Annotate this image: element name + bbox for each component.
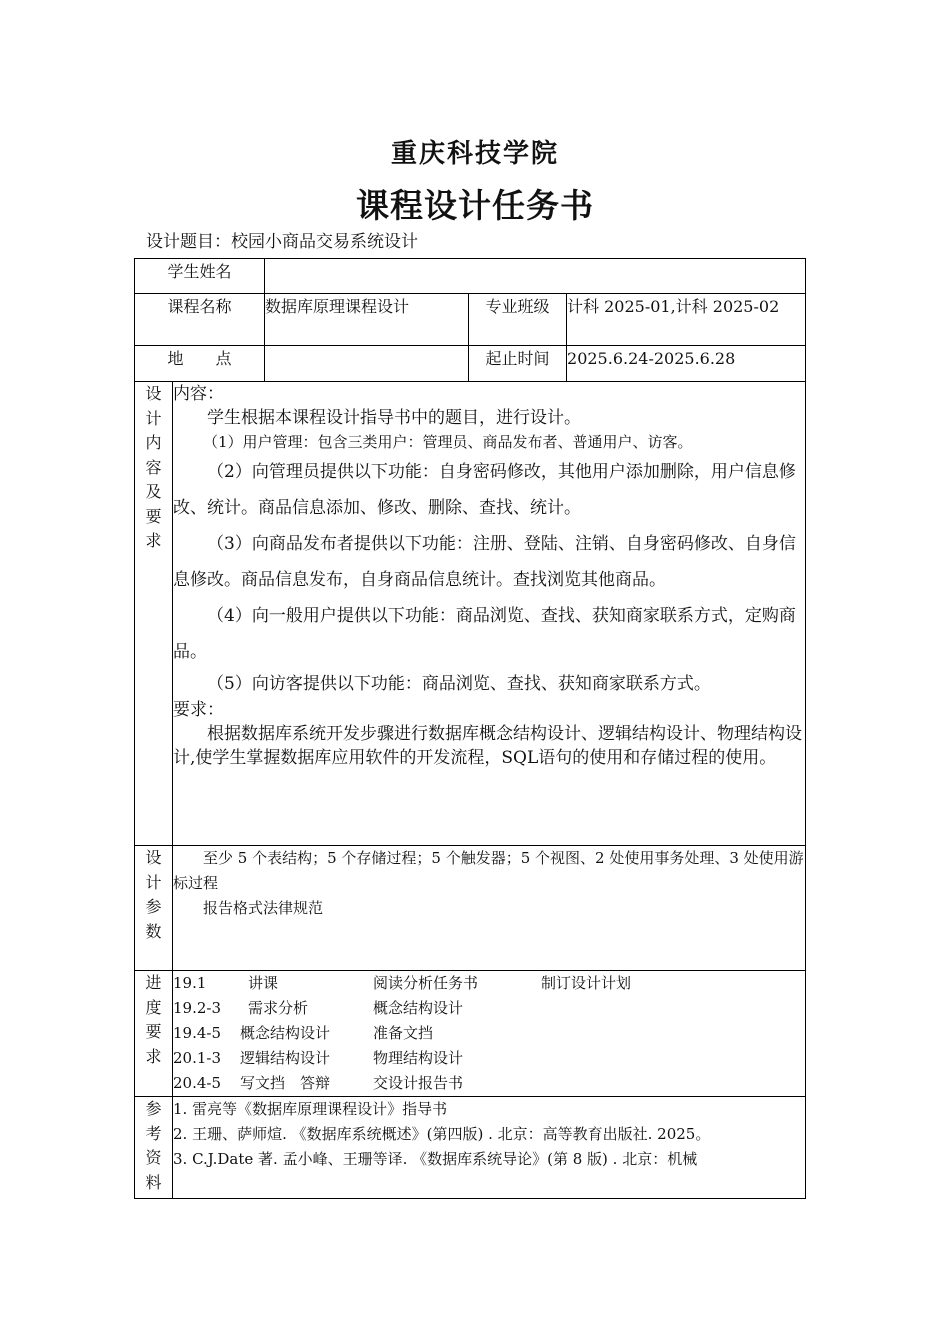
content-heading: 内容： (173, 384, 224, 404)
schedule-row (173, 1021, 805, 1046)
label-char: 求 (145, 531, 162, 550)
reference-item: 2. 王珊、萨师煊. 《数据库系统概述》(第四版) . 北京：高等教育出版社. 2025。 (173, 1125, 711, 1143)
place-value (265, 346, 469, 382)
schedule-body (173, 971, 806, 1097)
content-item-2: （2）向管理员提供以下功能：自身密码修改，其他用户添加删除，用户信息修改、统计。商品信息添加、修改、删除、查找、统计。 (173, 462, 796, 518)
course-label: 课程名称 (135, 294, 265, 346)
design-topic: 设计题目：校园小商品交易系统设计 (146, 232, 418, 252)
row-place (135, 346, 806, 382)
schedule-task-a: 阅读分析任务书 (373, 974, 479, 992)
schedule-task-a: 交设计报告书 (373, 1074, 464, 1092)
schedule-row (173, 971, 805, 996)
schedule-task: 逻辑结构设计 (240, 1049, 331, 1067)
params-line-1: 至少 5 个表结构；5 个存储过程；5 个触发器；5 个视图、2 处使用事务处理、3 处使用游标过程 (173, 849, 804, 892)
schedule-task: 概念结构设计 (240, 1024, 331, 1042)
course-value: 数据库原理课程设计 (265, 294, 469, 346)
document-title: 课程设计任务书 (356, 186, 594, 225)
content-item-1: （1）用户管理：包含三类用户：管理员、商品发布者、普通用户、访客。 (203, 433, 693, 451)
label-char: 考 (145, 1123, 162, 1143)
schedule-date: 19.1 (173, 974, 207, 992)
row-content (135, 382, 806, 846)
schedule-task: 需求分析 (248, 999, 309, 1017)
row-student (135, 259, 806, 294)
label-char: 计 (145, 872, 162, 892)
place-label: 地 点 (135, 346, 265, 382)
label-char: 要 (145, 1022, 162, 1041)
major-label: 专业班级 (469, 294, 567, 346)
schedule-row (173, 1046, 805, 1071)
content-intro: 学生根据本课程设计指导书中的题目，进行设计。 (207, 408, 581, 428)
schedule-task: 写文挡 答辩 (240, 1074, 331, 1092)
refs-section-label (135, 1097, 173, 1199)
label-char: 参 (145, 897, 162, 916)
label-char: 资 (145, 1148, 162, 1167)
school-name: 重庆科技学院 (390, 139, 559, 169)
content-item-4: （4）向一般用户提供以下功能：商品浏览、查找、获知商家联系方式，定购商品。 (173, 606, 796, 662)
requirement-heading: 要求： (173, 700, 224, 720)
params-section-label (135, 846, 173, 971)
content-section-label (135, 382, 173, 846)
schedule-task-a: 准备文挡 (373, 1024, 434, 1042)
refs-body (173, 1097, 806, 1199)
schedule-task-a: 物理结构设计 (373, 1049, 464, 1067)
label-char: 度 (145, 997, 162, 1017)
requirement-text: 根据数据库系统开发步骤进行数据库概念结构设计、逻辑结构设计、物理结构设计,使学生掌握数据库应用软件的开发流程，SQL语句的使用和存储过程的使用。 (173, 724, 802, 768)
row-schedule (135, 971, 806, 1097)
schedule-date: 19.2-3 (173, 999, 222, 1017)
student-label: 学生姓名 (135, 259, 265, 294)
content-item-3: （3）向商品发布者提供以下功能：注册、登陆、注销、自身密码修改、自身信息修改。商品信息发布，自身商品信息统计。查找浏览其他商品。 (173, 534, 796, 590)
content-body (173, 382, 806, 846)
schedule-row (173, 996, 805, 1021)
schedule-task-a: 概念结构设计 (373, 999, 464, 1017)
period-value: 2025.6.24-2025.6.28 (567, 346, 806, 382)
row-course (135, 294, 806, 346)
content-item-5: （5）向访客提供以下功能：商品浏览、查找、获知商家联系方式。 (207, 674, 711, 694)
schedule-date: 20.4-5 (173, 1074, 222, 1092)
label-char: 计 (145, 408, 162, 428)
label-char: 要 (145, 506, 162, 526)
label-char: 内 (145, 433, 162, 452)
schedule-section-label (135, 971, 173, 1097)
label-char: 容 (145, 457, 162, 477)
label-char: 及 (145, 482, 162, 501)
schedule-date: 20.1-3 (173, 1049, 222, 1067)
label-char: 求 (145, 1046, 162, 1066)
reference-item: 1. 雷亮等《数据库原理课程设计》指导书 (173, 1100, 448, 1118)
schedule-row (173, 1071, 805, 1096)
label-char: 设 (145, 848, 162, 867)
label-char: 数 (145, 921, 162, 941)
task-table (134, 258, 806, 1199)
student-value (265, 259, 806, 294)
label-char: 参 (145, 1099, 162, 1118)
major-value: 计科 2025-01,计科 2025-02 (567, 294, 806, 346)
schedule-task-b: 制订设计计划 (541, 974, 632, 992)
schedule-task: 讲课 (248, 974, 279, 992)
label-char: 设 (145, 384, 162, 403)
params-line-2: 报告格式法律规范 (203, 899, 324, 917)
row-params (135, 846, 806, 971)
schedule-date: 19.4-5 (173, 1024, 222, 1042)
reference-item: 3. C.J.Date 著. 孟小峰、王珊等译. 《数据库系统导论》(第 8 版) . 北京：机械 (173, 1150, 698, 1168)
period-label: 起止时间 (469, 346, 567, 382)
params-body (173, 846, 806, 971)
label-char: 料 (145, 1172, 162, 1192)
row-refs (135, 1097, 806, 1199)
label-char: 进 (145, 973, 162, 992)
